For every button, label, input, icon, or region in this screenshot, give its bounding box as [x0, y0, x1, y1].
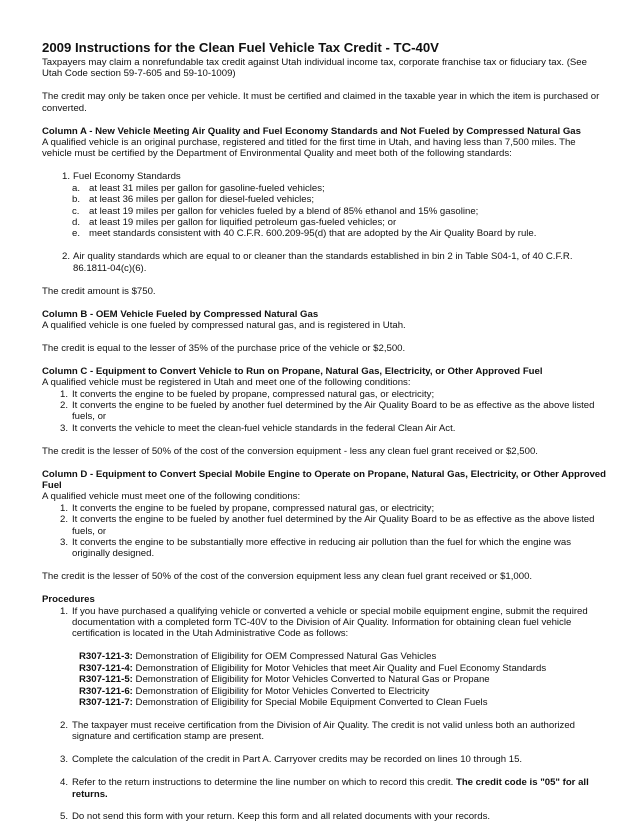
list-item: 3. It converts the engine to be substantially more effective in reducing air pollution than the fuel for which the engine was originally designed.	[60, 537, 571, 560]
column-a-description: A qualified vehicle is an original purchase, registered and titled for the first time in Utah, and having less than 7,500 miles. The vehicle must be certified by the Department of Environmental Quality and meet both of the following standards:	[42, 137, 576, 160]
list-item: 2. It converts the engine to be fueled by another fuel determined by the Air Quality Board to be as effective as the above listed fuels, or	[60, 514, 595, 537]
procedure-item: 4. Refer to the return instructions to determine the line number on which to record this credit. The credit code is "05" for all returns.	[60, 777, 589, 800]
procedure-item: 5. Do not send this form with your return. Keep this form and all related documents with your records.	[60, 811, 491, 823]
procedure-text: If you have purchased a qualifying vehicle or converted a vehicle or special mobile equipment engine, submit the required documentation with a completed form TC-40V to the Division of Air Quality. Information for obtaining clean fuel vehicle certification is located in the Utah Administrative Code as follows:	[72, 605, 588, 640]
procedures-list	[42, 606, 606, 823]
admin-code-item: R307-121-5: Demonstration of Eligibility for Motor Vehicles Converted to Natural Gas or Propane	[79, 674, 490, 686]
column-d-credit-amount: The credit is the lesser of 50% of the cost of the conversion equipment less any clean fuel grant received or $1,000.	[42, 571, 533, 583]
admin-code-item: R307-121-4: Demonstration of Eligibility for Motor Vehicles that meet Air Quality and Fuel Economy Standards	[79, 662, 547, 674]
column-c-conditions-list	[42, 389, 606, 435]
procedure-item: 3. Complete the calculation of the credit in Part A. Carryover credits may be recorded on lines 10 through 15.	[60, 754, 523, 766]
column-d-heading: Column D - Equipment to Convert Special Mobile Engine to Operate on Propane, Natural Gas, Electricity, or Other Approved Fuel	[42, 468, 606, 491]
column-d-conditions-list	[42, 503, 606, 560]
intro-credit-note: The credit may only be taken once per vehicle. It must be certified and claimed in the taxable year in which the item is purchased or converted.	[42, 91, 600, 114]
column-c-section	[42, 366, 606, 434]
list-item: 1. It converts the engine to be fueled by propane, compressed natural gas, or electricity;	[60, 502, 435, 514]
page-title: 2009 Instructions for the Clean Fuel Vehicle Tax Credit - TC-40V	[42, 40, 439, 55]
column-d-section	[42, 469, 606, 560]
sublist-item: e. meet standards consistent with 40 C.F.R. 600.209-95(d) that are adopted by the Air Quality Board by rule.	[72, 228, 537, 240]
admin-code-item: R307-121-3: Demonstration of Eligibility for OEM Compressed Natural Gas Vehicles	[79, 651, 437, 663]
column-b-description: A qualified vehicle is one fueled by compressed natural gas, and is registered in Utah.	[42, 319, 406, 331]
sublist-item: d. at least 19 miles per gallon for liquified petroleum gas-fueled vehicles; or	[72, 216, 397, 228]
sublist-item: c. at least 19 miles per gallon for vehicles fueled by a blend of 85% ethanol and 15% gasoline;	[72, 205, 479, 217]
column-b-section	[42, 309, 606, 332]
procedure-item: 1. If you have purchased a qualifying vehicle or converted a vehicle or special mobile equipment engine, submit the required documentation with a completed form TC-40V to the Division of Air Quality. Information for obtaining clean fuel vehicle certification is located in the Utah Administrative Code as follows: R307-121-3: Demonstration of Eligibility for OEM Compressed Natural Gas Vehicles R307-121-4: Demonstration of Eligibility for Motor Vehicles that meet Air Quality and Fuel Economy Standards R307-121-5: Demonstration of Eligibility for Motor Vehicles Converted to Natural Gas or Propane R307-121-6: Demonstration of Eligibility for Motor Vehicles Converted to Electricity R307-121-7: Demonstration of Eligibility for Special Mobile Equipment Converted to Clean Fuels	[60, 606, 606, 709]
column-d-description: A qualified vehicle must meet one of the following conditions:	[42, 491, 301, 503]
list-item: 3. It converts the vehicle to meet the clean-fuel vehicle standards in the federal Clean Air Act.	[60, 422, 456, 434]
column-c-description: A qualified vehicle must be registered in Utah and meet one of the following conditions:	[42, 377, 411, 389]
credit-code-note: The credit code is "05" for all returns.	[72, 777, 589, 800]
fuel-economy-sublist	[62, 183, 606, 240]
admin-code-list	[72, 651, 606, 708]
column-b-heading: Column B - OEM Vehicle Fueled by Compressed Natural Gas	[42, 308, 319, 320]
list-item: 1. It converts the engine to be fueled by propane, compressed natural gas, or electricity;	[60, 388, 435, 400]
list-item: 1. Fuel Economy Standards	[62, 171, 181, 183]
admin-code-item: R307-121-7: Demonstration of Eligibility for Special Mobile Equipment Converted to Clean Fuels	[79, 696, 488, 708]
admin-code-item: R307-121-6: Demonstration of Eligibility for Motor Vehicles Converted to Electricity	[79, 685, 430, 697]
column-c-credit-amount: The credit is the lesser of 50% of the cost of the conversion equipment - less any clean fuel grant received or $2,500.	[42, 445, 538, 457]
column-a-section	[42, 126, 606, 160]
procedures-heading: Procedures	[42, 594, 95, 606]
sublist-item: a. at least 31 miles per gallon for gasoline-fueled vehicles;	[72, 182, 325, 194]
column-b-credit-amount: The credit is equal to the lesser of 35% of the purchase price of the vehicle or $2,500.	[42, 342, 406, 354]
column-a-standards-list	[42, 171, 606, 274]
sublist-item: b. at least 36 miles per gallon for diesel-fueled vehicles;	[72, 194, 315, 206]
procedure-item: 2. The taxpayer must receive certification from the Division of Air Quality. The credit is not valid unless both an authorized signature and certification stamp are present.	[60, 719, 576, 743]
list-item: 2. It converts the engine to be fueled by another fuel determined by the Air Quality Board to be as effective as the above listed fuels, or	[60, 399, 595, 423]
intro-paragraph: Taxpayers may claim a nonrefundable tax credit against Utah individual income tax, corporate franchise tax or fiduciary tax. (See Utah Code section 59-7-605 and 59-10-1009)	[42, 57, 587, 80]
column-a-heading: Column A - New Vehicle Meeting Air Quality and Fuel Economy Standards and Not Fueled by Compressed Natural Gas	[42, 125, 581, 137]
list-item: 2. Air quality standards which are equal to or cleaner than the standards established in bin 2 in Table S04-1, of 40 C.F.R. 86.1811-04(c)(6).	[62, 251, 573, 274]
column-a-credit-amount: The credit amount is $750.	[42, 285, 156, 297]
column-c-heading: Column C - Equipment to Convert Vehicle to Run on Propane, Natural Gas, Electricity, or Other Approved Fuel	[42, 365, 543, 377]
